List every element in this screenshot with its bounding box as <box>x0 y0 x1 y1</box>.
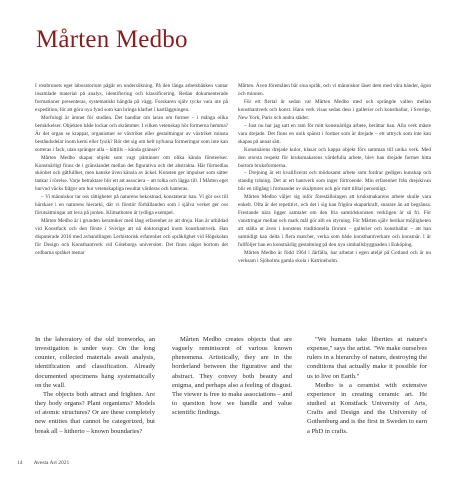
paragraph: Medbo is a ceramist with extensive experience in creating ceramic art. He studied at Konstfack University of Arts, Crafts and Design and the University of Gothenburg and is the first in Sweden to earn a PhD in crafts. <box>307 381 427 435</box>
paragraph: Mårten Medbo är i grunden keramiker med lång erfarenhet av att drejа. Han är utbildad vid Konstfack och den förste i Sverige att nå doktorsgrad inom konsthantverk. Han disputerade 2016 med avhandlingen Lerhistorisk erfarenhet och språklighet vid Högskolan för Design och Konsthantverk vid Göteborgs universitet. Det finns något bortom det ordbarna språket menar <box>35 218 228 257</box>
publication-name: Avesta Art 2021 <box>33 460 70 466</box>
page-footer <box>17 460 69 466</box>
paragraph: – Vi människor tar oss rättigheter på naturens bekostnad, konstaterar han. Vi gör oss till härskare i en naturens hierarki, där vi förstör förhållanden som i själva verket ger oss förutsättningar att leva på jorden. Klimathoten är tydliga exempel. <box>35 194 228 217</box>
page-number: 14 <box>17 460 23 466</box>
paragraph: Morfologi är ämnet för studien. Det handlar om laran om former – i många olika bemärkelser. Objekten både lockar och skrämmer. I vilken vetenskap hör formerna hemma? Är det organ se krappat, organismer se växtriket eller gestaltningar av växtriket minsta beståndsdelar inom kemi eller fysik? Rör det sig om helt nyfunna formeringar som inte kan sorteras i fack, utan spränger alla – hittills – kända gränser? <box>35 114 228 153</box>
paragraph: Mårten Medbo creates objects that are vaguely reminiscent of various known phenomena. Artistically, they are in the borderland between the figurative and the abstract. They convey both beauty and enigma, and perhaps also a feeling of disgust. The viewer is free to make associations – and to question how we handle and value scientific findings. <box>172 336 292 417</box>
paragraph: "We humans take liberties at nature's expense," says the artist. "We make ourselves rulers in a hierarchy of nature, destroying the conditions that actually make it possible for us to live on Earth." <box>307 336 427 380</box>
article-title: Mårten Medbo <box>36 26 188 53</box>
swedish-text-right-column <box>238 83 431 266</box>
paragraph: I rostbrunets eget laboratorium pågår en undersökning. På den länga arbetsbänken vantar insamlade material på analys, identifiering och klassificering. Redan dokumenterade formationer presenteras, systematiskt hängda på vägg. Forskaren själv tycks vara ute på expedition, för att göra nya fynd som kan bringa klarhet i kartläggningen. <box>35 83 228 113</box>
paragraph: Mårten. Även föremålen bär sina språk, och vi människor läser dem med våra händer, ögon och minnen. <box>238 83 431 97</box>
paragraph: För ett flertal år sedan var Mårten Medbo med och sprängde vallen mellan konsthantverk och konst. Hans verk visas sedan dess i gallerier och konsthallar, i Sverige, New York, Paris och andra städer. <box>238 98 431 121</box>
paragraph: Mårten Medbo väljer sig inför föreställningen att kruksmakarens arbete skulle vara enkelt. Ofta är det repetitivt, och det i sig kan frigöra skaparkraft, snarare än att begränsa. Frestande nära ligger samtalet om den fria samtidskonsten verkligen är så fri. För vanstringar mellan och mark mål gör allt en styrning. För Mårten själv berikar möjligheten att ställa ut även i konstens traditionella finrum – gallerier och konsthallar – att han samtidigt kan delta i flera matcher, verka som både konsthantverkare och konstnär. I år fullföljer han en konstnärlig gestaltning på den nya simhallsbyggnaden i Enköping. <box>238 194 431 249</box>
swedish-text-left-column <box>35 83 228 258</box>
paragraph: Mårten Medbo är född 1964 i Järfälla, har arbetat i egen ateljé på Gotland och är nu verksam i Sjöholms gamla skola i Katrineholm. <box>238 250 431 264</box>
english-text-column-2 <box>172 335 292 417</box>
paragraph: In the laboratory of the old ironworks, an investigation is under way. On the long counter, collected materials await analysis, identification and classification. Already documented specimens hang systematically on the wall. <box>35 336 155 389</box>
english-text-column-3 <box>307 335 427 436</box>
paragraph: Mårten Medbo skapar objekt som vagt påminner om olika kända företeelser. Konstnärligt finns de i gränslandet mellan det figurativa och det abstrakta. Här förmedlas skönhet och gåtfullhet, men kanske även känsla av äckel. Konsten ger impulser som sätter tankar i rörelse. Varje betraktare blir ett att associera – att tolka och lägga till. I Mårten eget hurvud väcks frågor om hur vetenskapliga resultat värderas och hanteras. <box>35 154 228 193</box>
paragraph: Konstnärens drejade kulor, klasar och kappa objekt förs samman till unika verk. Med den storsta respekt för kruksmakarens värdefulla arbete, blev han drejade former hitta bortom bruksformerna. <box>238 146 431 169</box>
english-text-column-1 <box>35 335 155 436</box>
paragraph: – Just nu har jag satt en ram för mitt konstnärliga arbete, berättar han. Alla verk måste vara drejade. Det finns en unik spänst i former som är drejade – ett uttryck som inte kan skapas på annat sätt. <box>238 122 431 145</box>
paragraph: – Drejning är ett kvalificerat och mödosamt arbete som fordrar gedigen kunskap och standig träning. Det ar ett hantverk som inger förtroende. Min erfarenhet från drejskivan blir en tillgång i formandet av skulpturer och gör mitt tilltal personligt. <box>238 170 431 193</box>
paragraph: The objects both attract and frighten. Are they body organs? Plant organisms? Models of atomic structures? Or are these completely new entities that cannot be categorized, but break all – hitherto – known boundaries? <box>35 390 155 435</box>
